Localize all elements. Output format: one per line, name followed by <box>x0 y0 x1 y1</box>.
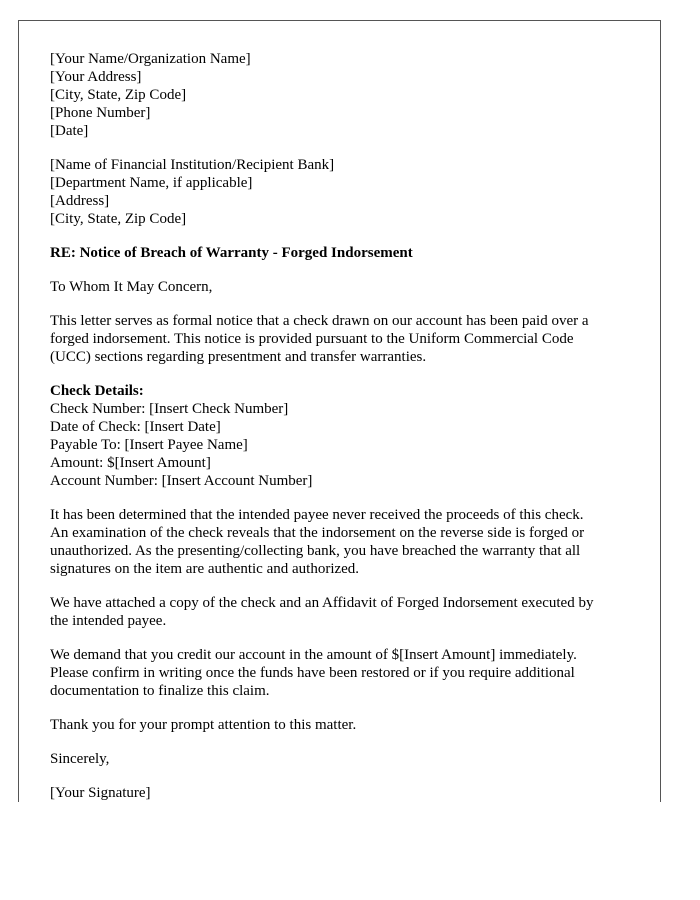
sender-city-state-zip: [City, State, Zip Code] <box>50 87 187 103</box>
check-amount: Amount: $[Insert Amount] <box>50 455 211 471</box>
salutation: To Whom It May Concern, <box>50 279 213 295</box>
attachment-line: the intended payee. <box>50 613 167 629</box>
demand-line: documentation to finalize this claim. <box>50 683 270 699</box>
demand-line: We demand that you credit our account in the amount of $[Insert Amount] immediately. <box>50 647 577 663</box>
closing: Sincerely, <box>50 751 110 767</box>
recipient-block <box>50 156 640 228</box>
sender-block <box>50 50 640 140</box>
demand-line: Please confirm in writing once the funds have been restored or if you require additional <box>50 665 575 681</box>
determination-line: unauthorized. As the presenting/collecting bank, you have breached the warranty that all <box>50 543 581 559</box>
check-details-heading: Check Details: <box>50 383 144 399</box>
recipient-department: [Department Name, if applicable] <box>50 175 253 191</box>
determination-line: An examination of the check reveals that the indorsement on the reverse side is forged or <box>50 525 585 541</box>
attachment-paragraph <box>50 594 640 630</box>
recipient-name: [Name of Financial Institution/Recipient Bank] <box>50 157 335 173</box>
demand-paragraph <box>50 646 640 700</box>
check-account-number: Account Number: [Insert Account Number] <box>50 473 313 489</box>
recipient-address: [Address] <box>50 193 110 209</box>
attachment-line: We have attached a copy of the check and an Affidavit of Forged Indorsement executed by <box>50 595 594 611</box>
letter-body <box>50 50 640 802</box>
recipient-city-state-zip: [City, State, Zip Code] <box>50 211 187 227</box>
sender-date: [Date] <box>50 123 89 139</box>
intro-paragraph <box>50 312 640 366</box>
check-number: Check Number: [Insert Check Number] <box>50 401 289 417</box>
determination-paragraph <box>50 506 640 578</box>
check-date: Date of Check: [Insert Date] <box>50 419 221 435</box>
thanks-paragraph: Thank you for your prompt attention to this matter. <box>50 717 357 733</box>
determination-line: It has been determined that the intended payee never received the proceeds of this check. <box>50 507 584 523</box>
check-payee: Payable To: [Insert Payee Name] <box>50 437 248 453</box>
sender-address: [Your Address] <box>50 69 142 85</box>
sender-name: [Your Name/Organization Name] <box>50 51 251 67</box>
sender-phone: [Phone Number] <box>50 105 151 121</box>
determination-line: signatures on the item are authentic and authorized. <box>50 561 360 577</box>
signature-line: [Your Signature] <box>50 785 151 801</box>
subject-line: RE: Notice of Breach of Warranty - Forged Indorsement <box>50 245 413 261</box>
intro-line: (UCC) sections regarding presentment and transfer warranties. <box>50 349 427 365</box>
letter-page <box>18 20 661 802</box>
intro-line: This letter serves as formal notice that a check drawn on our account has been paid over a <box>50 313 589 329</box>
intro-line: forged indorsement. This notice is provided pursuant to the Uniform Commercial Code <box>50 331 574 347</box>
check-details-block <box>50 382 640 490</box>
